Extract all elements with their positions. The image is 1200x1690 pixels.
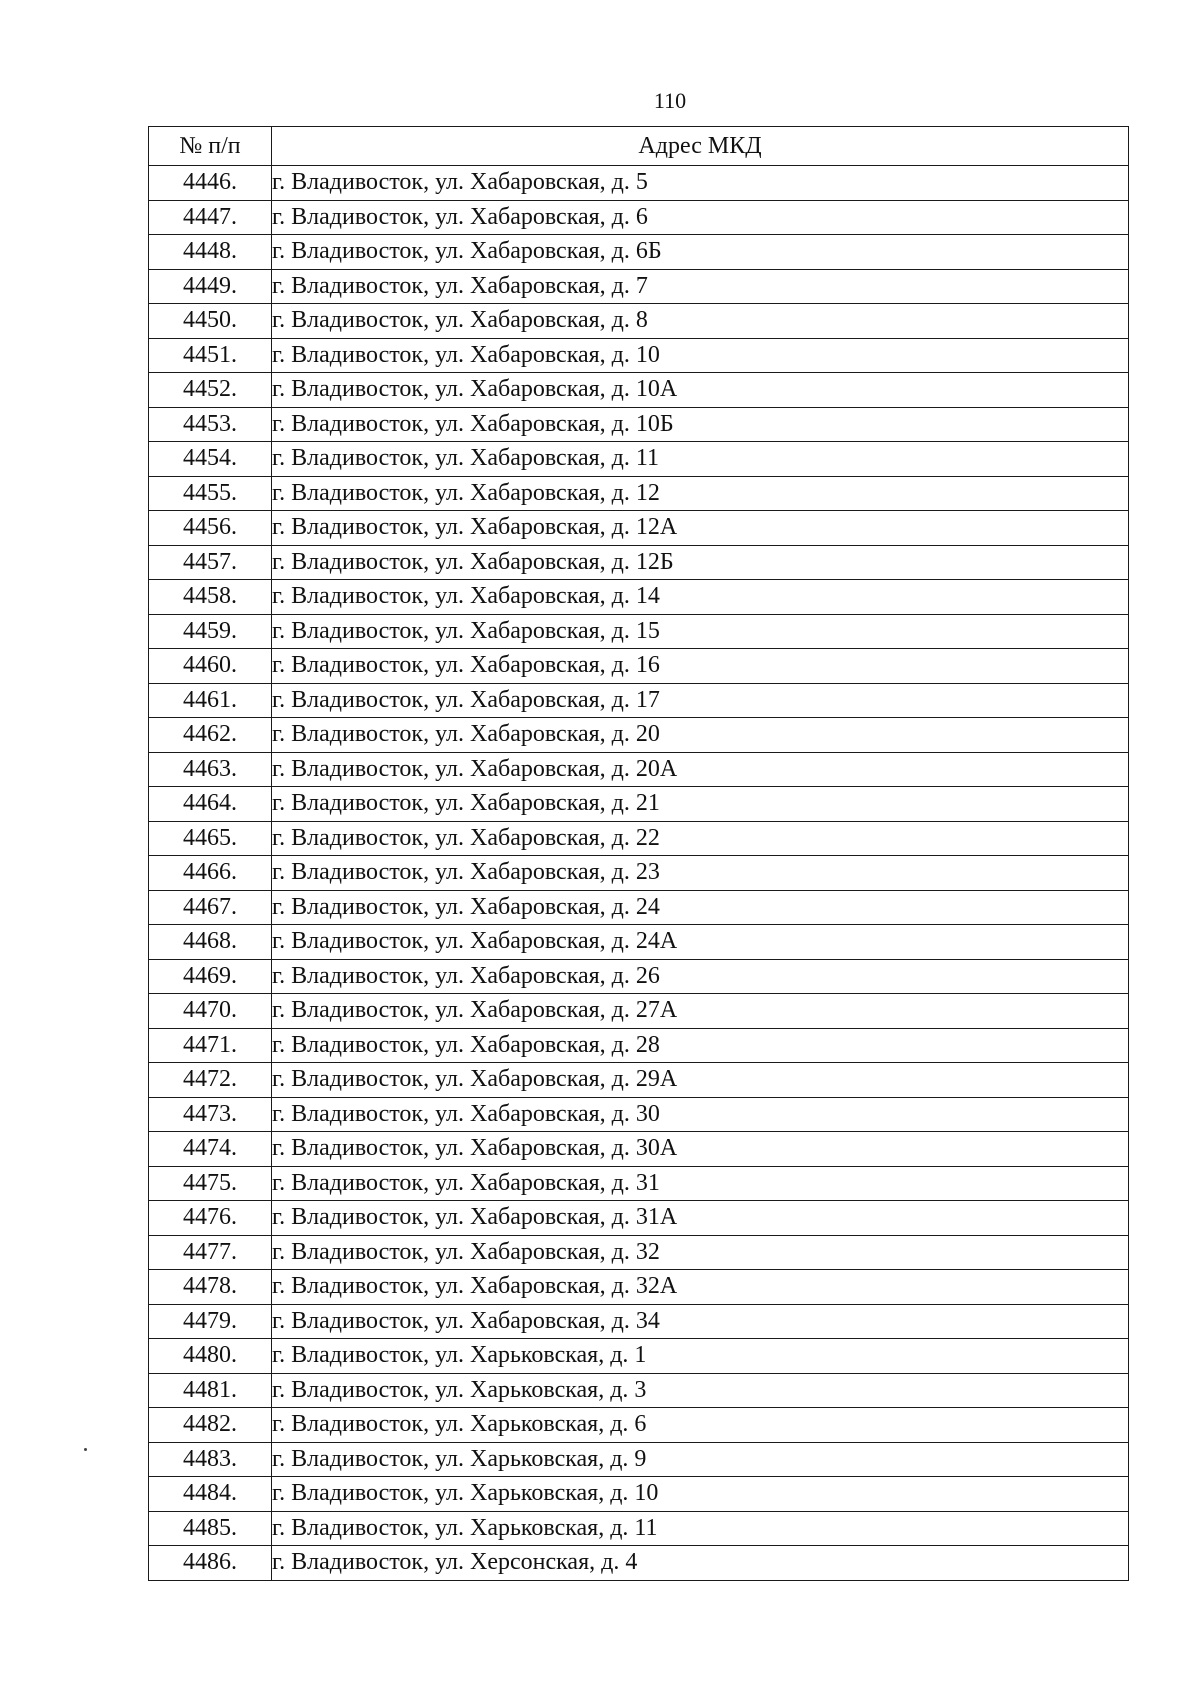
row-address: г. Владивосток, ул. Хабаровская, д. 20	[272, 718, 1129, 753]
row-address: г. Владивосток, ул. Хабаровская, д. 10	[272, 338, 1129, 373]
table-row	[149, 1373, 1129, 1408]
row-address: г. Владивосток, ул. Хабаровская, д. 32	[272, 1235, 1129, 1270]
row-number: 4455.	[149, 476, 272, 511]
row-address: г. Владивосток, ул. Хабаровская, д. 17	[272, 683, 1129, 718]
row-address: г. Владивосток, ул. Хабаровская, д. 31	[272, 1166, 1129, 1201]
table-row	[149, 338, 1129, 373]
table-row	[149, 1339, 1129, 1374]
row-address: г. Владивосток, ул. Хабаровская, д. 12	[272, 476, 1129, 511]
row-address: г. Владивосток, ул. Хабаровская, д. 26	[272, 959, 1129, 994]
row-number: 4472.	[149, 1063, 272, 1098]
row-number: 4473.	[149, 1097, 272, 1132]
row-address: г. Владивосток, ул. Хабаровская, д. 8	[272, 304, 1129, 339]
column-header-address: Адрес МКД	[272, 127, 1129, 166]
row-number: 4481.	[149, 1373, 272, 1408]
row-number: 4475.	[149, 1166, 272, 1201]
row-number: 4453.	[149, 407, 272, 442]
row-address: г. Владивосток, ул. Харьковская, д. 1	[272, 1339, 1129, 1374]
row-address: г. Владивосток, ул. Хабаровская, д. 10А	[272, 373, 1129, 408]
row-number: 4456.	[149, 511, 272, 546]
row-number: 4478.	[149, 1270, 272, 1305]
row-address: г. Владивосток, ул. Хабаровская, д. 15	[272, 614, 1129, 649]
row-number: 4460.	[149, 649, 272, 684]
row-address: г. Владивосток, ул. Хабаровская, д. 24	[272, 890, 1129, 925]
table-row	[149, 269, 1129, 304]
table-row	[149, 442, 1129, 477]
table-row	[149, 407, 1129, 442]
table-row	[149, 614, 1129, 649]
row-address: г. Владивосток, ул. Хабаровская, д. 28	[272, 1028, 1129, 1063]
row-number: 4485.	[149, 1511, 272, 1546]
table-row	[149, 1097, 1129, 1132]
table-row	[149, 1235, 1129, 1270]
table-row	[149, 200, 1129, 235]
row-number: 4463.	[149, 752, 272, 787]
row-address: г. Владивосток, ул. Хабаровская, д. 32А	[272, 1270, 1129, 1305]
table-row	[149, 1546, 1129, 1581]
row-address: г. Владивосток, ул. Хабаровская, д. 24А	[272, 925, 1129, 960]
table-row	[149, 166, 1129, 201]
row-address: г. Владивосток, ул. Хабаровская, д. 21	[272, 787, 1129, 822]
table-row	[149, 890, 1129, 925]
row-number: 4471.	[149, 1028, 272, 1063]
table-row	[149, 856, 1129, 891]
table-row	[149, 683, 1129, 718]
row-address: г. Владивосток, ул. Хабаровская, д. 14	[272, 580, 1129, 615]
row-number: 4467.	[149, 890, 272, 925]
table-row	[149, 1132, 1129, 1167]
row-number: 4448.	[149, 235, 272, 270]
row-number: 4474.	[149, 1132, 272, 1167]
column-header-number: № п/п	[149, 127, 272, 166]
table-row	[149, 235, 1129, 270]
row-number: 4486.	[149, 1546, 272, 1581]
row-address: г. Владивосток, ул. Харьковская, д. 6	[272, 1408, 1129, 1443]
row-address: г. Владивосток, ул. Хабаровская, д. 30А	[272, 1132, 1129, 1167]
row-number: 4451.	[149, 338, 272, 373]
row-number: 4480.	[149, 1339, 272, 1374]
row-number: 4449.	[149, 269, 272, 304]
row-address: г. Владивосток, ул. Хабаровская, д. 7	[272, 269, 1129, 304]
row-address: г. Владивосток, ул. Хабаровская, д. 34	[272, 1304, 1129, 1339]
row-address: г. Владивосток, ул. Хабаровская, д. 11	[272, 442, 1129, 477]
row-number: 4461.	[149, 683, 272, 718]
row-number: 4457.	[149, 545, 272, 580]
table-row	[149, 1511, 1129, 1546]
table-row	[149, 1028, 1129, 1063]
table-row	[149, 1166, 1129, 1201]
table-row	[149, 1477, 1129, 1512]
row-address: г. Владивосток, ул. Хабаровская, д. 6Б	[272, 235, 1129, 270]
row-number: 4468.	[149, 925, 272, 960]
row-number: 4482.	[149, 1408, 272, 1443]
row-number: 4469.	[149, 959, 272, 994]
table-row	[149, 476, 1129, 511]
row-address: г. Владивосток, ул. Хабаровская, д. 22	[272, 821, 1129, 856]
row-number: 4484.	[149, 1477, 272, 1512]
table-row	[149, 1201, 1129, 1236]
row-address: г. Владивосток, ул. Харьковская, д. 10	[272, 1477, 1129, 1512]
row-number: 4470.	[149, 994, 272, 1029]
row-number: 4483.	[149, 1442, 272, 1477]
row-address: г. Владивосток, ул. Хабаровская, д. 12А	[272, 511, 1129, 546]
table-row	[149, 373, 1129, 408]
table-body	[149, 166, 1129, 1581]
row-address: г. Владивосток, ул. Хабаровская, д. 30	[272, 1097, 1129, 1132]
table-row	[149, 304, 1129, 339]
table-row	[149, 1304, 1129, 1339]
row-address: г. Владивосток, ул. Хабаровская, д. 12Б	[272, 545, 1129, 580]
table-row	[149, 580, 1129, 615]
row-number: 4464.	[149, 787, 272, 822]
row-address: г. Владивосток, ул. Хабаровская, д. 31А	[272, 1201, 1129, 1236]
row-address: г. Владивосток, ул. Хабаровская, д. 23	[272, 856, 1129, 891]
table-row	[149, 545, 1129, 580]
table-row	[149, 511, 1129, 546]
table-row	[149, 1270, 1129, 1305]
row-address: г. Владивосток, ул. Хабаровская, д. 20А	[272, 752, 1129, 787]
table-row	[149, 1063, 1129, 1098]
table-row	[149, 649, 1129, 684]
table-row	[149, 1442, 1129, 1477]
row-address: г. Владивосток, ул. Хабаровская, д. 27А	[272, 994, 1129, 1029]
row-address: г. Владивосток, ул. Харьковская, д. 11	[272, 1511, 1129, 1546]
table-row	[149, 752, 1129, 787]
row-address: г. Владивосток, ул. Харьковская, д. 3	[272, 1373, 1129, 1408]
row-number: 4477.	[149, 1235, 272, 1270]
row-address: г. Владивосток, ул. Хабаровская, д. 5	[272, 166, 1129, 201]
address-table	[148, 126, 1129, 1581]
row-number: 4452.	[149, 373, 272, 408]
row-number: 4476.	[149, 1201, 272, 1236]
row-number: 4465.	[149, 821, 272, 856]
row-number: 4447.	[149, 200, 272, 235]
row-number: 4450.	[149, 304, 272, 339]
row-number: 4446.	[149, 166, 272, 201]
row-number: 4458.	[149, 580, 272, 615]
row-number: 4479.	[149, 1304, 272, 1339]
table-row	[149, 718, 1129, 753]
row-address: г. Владивосток, ул. Харьковская, д. 9	[272, 1442, 1129, 1477]
row-number: 4459.	[149, 614, 272, 649]
table-row	[149, 787, 1129, 822]
table-row	[149, 821, 1129, 856]
row-address: г. Владивосток, ул. Херсонская, д. 4	[272, 1546, 1129, 1581]
page-number: 110	[653, 88, 687, 113]
table-row	[149, 959, 1129, 994]
row-number: 4462.	[149, 718, 272, 753]
table-header-row	[149, 127, 1129, 166]
row-address: г. Владивосток, ул. Хабаровская, д. 16	[272, 649, 1129, 684]
scan-speck	[84, 1448, 87, 1451]
table-row	[149, 1408, 1129, 1443]
row-number: 4466.	[149, 856, 272, 891]
row-address: г. Владивосток, ул. Хабаровская, д. 29А	[272, 1063, 1129, 1098]
row-number: 4454.	[149, 442, 272, 477]
table-row	[149, 925, 1129, 960]
table-row	[149, 994, 1129, 1029]
row-address: г. Владивосток, ул. Хабаровская, д. 6	[272, 200, 1129, 235]
row-address: г. Владивосток, ул. Хабаровская, д. 10Б	[272, 407, 1129, 442]
